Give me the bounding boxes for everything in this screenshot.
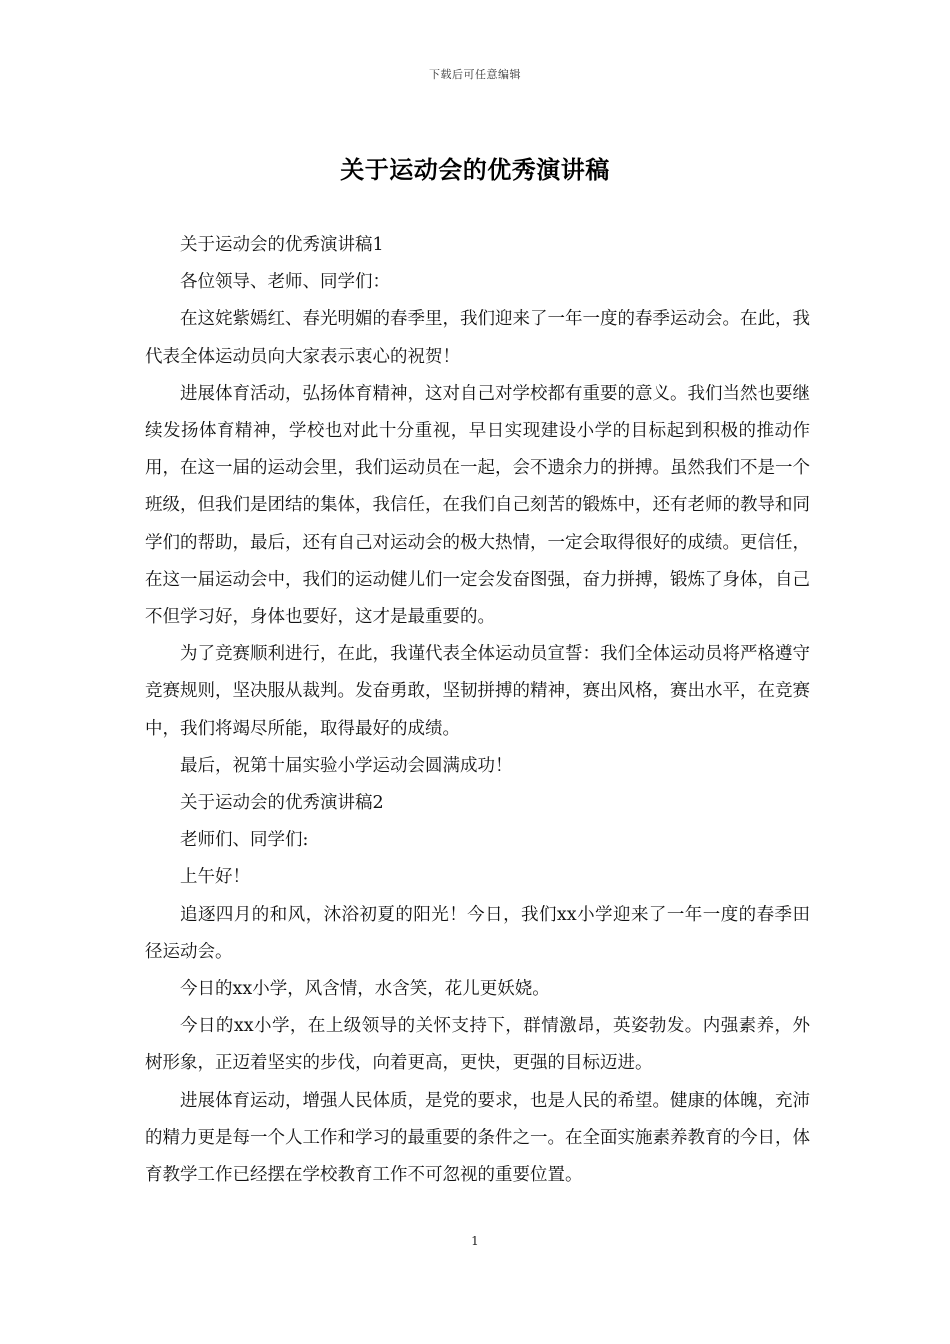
paragraph: 进展体育运动，增强人民体质，是党的要求，也是人民的希望。健康的体魄，充沛的精力更是每一个人工作和学习的最重要的条件之一。在全面实施素养教育的今日，体育教学工作已经摆在学校教育工作不可忽视的重要位置。 [145, 1090, 810, 1186]
paragraph-section-heading-1: 关于运动会的优秀演讲稿1 [180, 235, 384, 255]
page-title: 关于运动会的优秀演讲稿 [340, 155, 610, 184]
paragraph: 最后，祝第十届实验小学运动会圆满成功！ [180, 755, 513, 776]
paragraph: 追逐四月的和风，沐浴初夏的阳光！今日，我们xx小学迎来了一年一度的春季田径运动会。 [145, 904, 810, 962]
paragraph: 为了竞赛顺利进行，在此，我谨代表全体运动员宣誓：我们全体运动员将严格遵守竞赛规则，坚决服从裁判。发奋勇敢，坚韧拼搏的精神，赛出风格，赛出水平，在竞赛中，我们将竭尽所能，取得最好的成绩。 [145, 644, 810, 739]
paragraph: 在这姹紫嫣红、春光明媚的春季里，我们迎来了一年一度的春季运动会。在此，我代表全体运动员向大家表示衷心的祝贺！ [145, 309, 810, 367]
paragraph: 今日的xx小学，在上级领导的关怀支持下，群情激昂，英姿勃发。内强素养，外树形象，正迈着坚实的步伐，向着更高，更快，更强的目标迈进。 [145, 1016, 810, 1074]
page-number: 1 [471, 1234, 479, 1248]
header-note: 下载后可任意编辑 [429, 68, 521, 81]
paragraph-greeting-1: 各位领导、老师、同学们： [180, 272, 390, 293]
document-body [145, 227, 810, 1194]
paragraph-section-heading-2: 关于运动会的优秀演讲稿2 [180, 793, 384, 814]
paragraph: 今日的xx小学，风含情，水含笑，花儿更妖娆。 [180, 979, 550, 1000]
paragraph: 进展体育活动，弘扬体育精神，这对自己对学校都有重要的意义。我们当然也要继续发扬体育精神，学校也对此十分重视，早日实现建设小学的目标起到积极的推动作用，在这一届的运动会里，我们运动员在一起，会不遗余力的拼搏。虽然我们不是一个班级，但我们是团结的集体，我信任，在我们自己刻苦的锻炼中，还有老师的教导和同学们的帮助，最后，还有自己对运动会的极大热情，一定会取得很好的成绩。更信任，在这一届运动会中，我们的运动健儿们一定会发奋图强，奋力拼搏，锻炼了身体，自己不但学习好，身体也要好，这才是最重要的。 [145, 383, 810, 628]
paragraph: 上午好！ [180, 867, 250, 888]
paragraph-greeting-2: 老师们、同学们: [180, 830, 309, 851]
